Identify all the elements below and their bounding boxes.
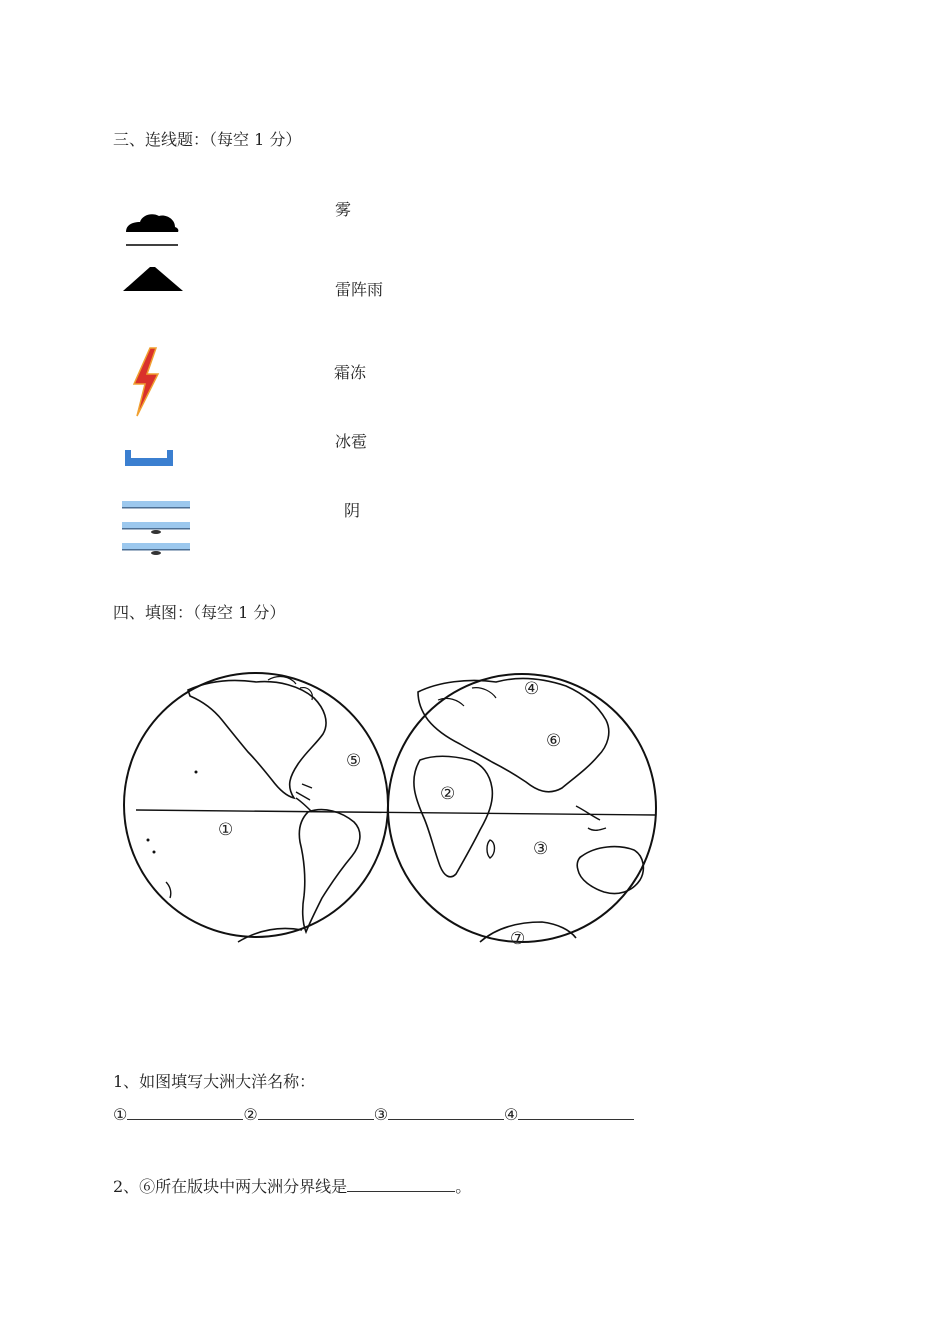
q1-answer-blank-3[interactable]	[388, 1105, 504, 1120]
hail-symbol-icon	[120, 263, 186, 295]
map-label-6: ⑥	[546, 731, 562, 751]
overcast-symbol-icon	[122, 210, 182, 250]
q1-marker-4: ④	[504, 1105, 519, 1124]
map-label-2: ②	[440, 784, 456, 804]
section3-heading: 三、连线题：（每空 1 分）	[113, 130, 302, 149]
frost-symbol-icon	[122, 446, 176, 470]
q1-marker-1: ①	[113, 1105, 128, 1124]
label-hail: 冰雹	[335, 432, 368, 451]
fog-symbol-icon	[120, 498, 192, 558]
label-thunderstorm: 雷阵雨	[335, 280, 384, 299]
map-label-7: ⑦	[510, 929, 526, 949]
map-label-3: ③	[533, 839, 549, 859]
q1-marker-2: ②	[243, 1105, 258, 1124]
question-2-suffix: 。	[455, 1177, 472, 1196]
question-2-text: 2、⑥所在版块中两大洲分界线是	[113, 1177, 348, 1196]
q1-marker-3: ③	[373, 1105, 389, 1124]
map-label-1: ①	[218, 820, 234, 840]
label-fog: 雾	[335, 200, 352, 219]
label-frost: 霜冻	[334, 363, 367, 382]
question-1-text: 1、如图填写大洲大洋名称：	[113, 1072, 316, 1091]
q1-answer-blank-2[interactable]	[258, 1105, 374, 1120]
question-2	[113, 1174, 471, 1197]
question-1-blanks	[113, 1105, 634, 1124]
q2-answer-blank[interactable]	[347, 1177, 455, 1192]
label-overcast: 阴	[344, 501, 361, 520]
map-label-4: ④	[524, 679, 540, 699]
section4-heading: 四、填图：（每空 1 分）	[113, 603, 286, 622]
q1-answer-blank-4[interactable]	[518, 1105, 634, 1120]
world-map	[118, 660, 663, 960]
q1-answer-blank-1[interactable]	[127, 1105, 243, 1120]
thunderstorm-symbol-icon	[128, 346, 162, 418]
map-label-5: ⑤	[346, 751, 362, 771]
